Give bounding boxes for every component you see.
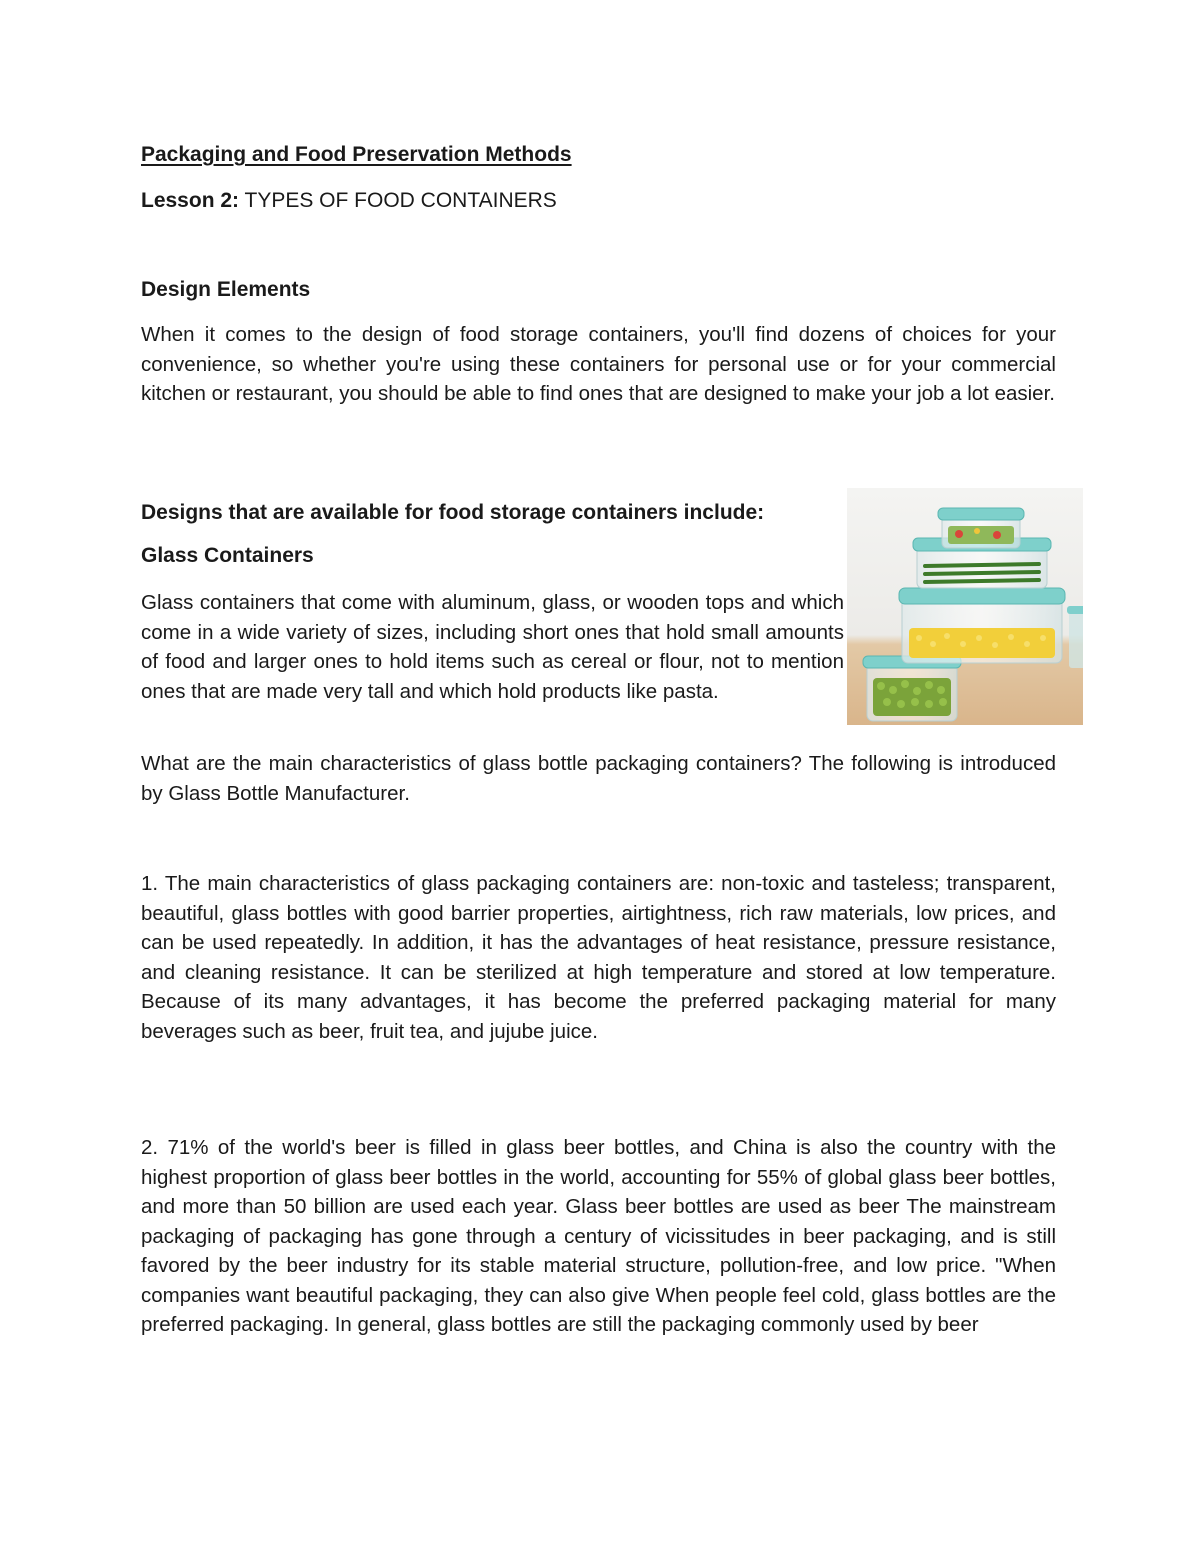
glass-containers-photo bbox=[847, 488, 1083, 725]
design-elements-heading: Design Elements bbox=[141, 278, 311, 301]
document-title: Packaging and Food Preservation Methods bbox=[141, 143, 572, 166]
point-2-paragraph: 2. 71% of the world's beer is filled in glass beer bottles, and China is also the country with the highest proportion of glass beer bottles in the world, accounting for 55% of global glass beer bottles, and more than 50 billion are used each year. Glass beer bottles are used as beer The mainstream packaging of packaging has gone through a century of vicissitudes in beer packaging, and is still favored by the beer industry for its stable material structure, pollution-free, and low price. "When companies want beautiful packaging, they can also give When people feel cold, glass bottles are the preferred packaging. In general, glass bottles are still the packaging commonly used by beer bbox=[141, 1136, 1056, 1336]
point-1-paragraph: 1. The main characteristics of glass packaging containers are: non-toxic and tasteless; transparent, beautiful, glass bottles with good barrier properties, airtightness, rich raw materials, low prices, and can be used repeatedly. In addition, it has the advantages of heat resistance, pressure resistance, and cleaning resistance. It can be sterilized at high temperature and stored at low temperature. Because of its many advantages, it has become the preferred packaging material for many beverages such as beer, fruit tea, and jujube juice. bbox=[141, 872, 1056, 1043]
glass-containers-paragraph: Glass containers that come with aluminum, glass, or wooden tops and which come in a wide variety of sizes, including short ones that hold small amounts of food and larger ones to hold items such as cereal or flour, not to mention ones that are made very tall and which hold products like pasta. bbox=[141, 591, 844, 703]
glass-characteristics-question: What are the main characteristics of glass bottle packaging containers? The following is introduced by Glass Bottle Manufacturer. bbox=[141, 752, 1056, 805]
glass-containers-heading: Glass Containers bbox=[141, 544, 314, 567]
lesson-name: TYPES OF FOOD CONTAINERS bbox=[239, 189, 557, 212]
design-elements-paragraph: When it comes to the design of food storage containers, you'll find dozens of choices for your convenience, so whether you're using these containers for personal use or for your commercial kitchen or restaurant, you should be able to find ones that are designed to make your job a lot easier. bbox=[141, 323, 1056, 405]
lesson-prefix: Lesson 2: bbox=[141, 189, 240, 212]
lesson-title bbox=[141, 189, 557, 213]
stacked-glass-food-containers-icon bbox=[847, 488, 1083, 725]
designs-available-heading: Designs that are available for food storage containers include: bbox=[141, 501, 765, 524]
